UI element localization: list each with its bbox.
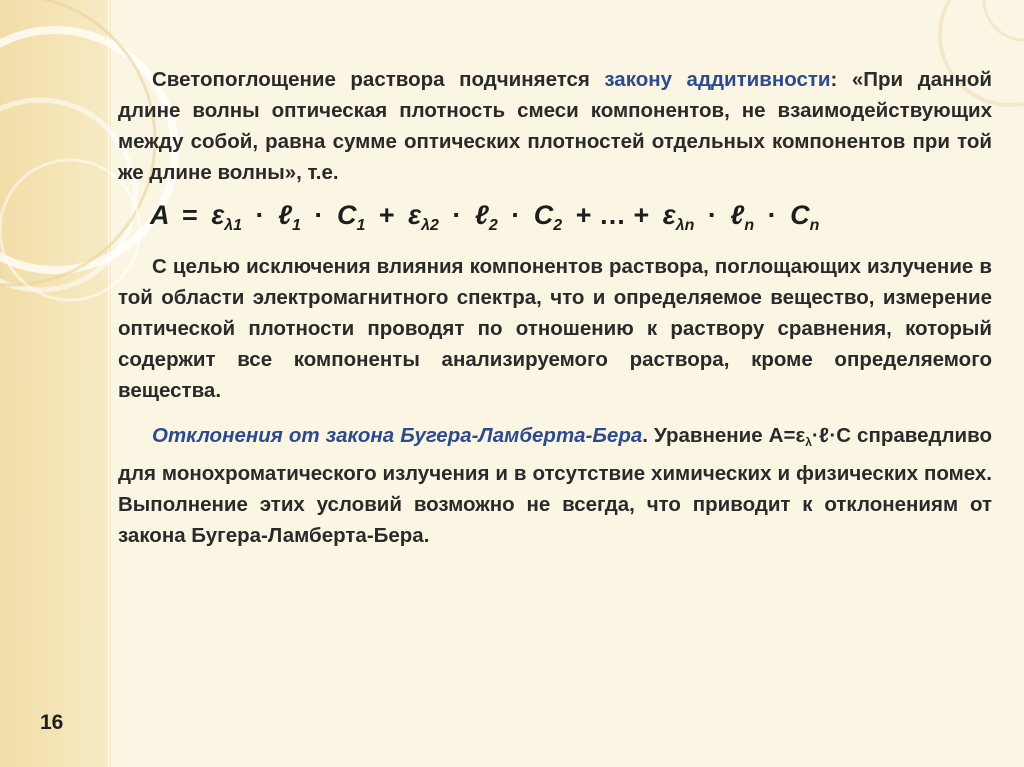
- formula-dot: ·: [707, 200, 717, 230]
- formula-sub-lambda1: λ1: [224, 217, 243, 234]
- formula-ell-2: ℓ: [474, 200, 489, 230]
- formula-sub-n: n: [809, 217, 820, 234]
- formula-A: A: [150, 200, 169, 230]
- formula-dot: ·: [767, 200, 777, 230]
- formula-sub-lambda2: λ2: [421, 217, 439, 234]
- formula-epsilon-1: ε: [211, 200, 225, 230]
- paragraph-deviations: [118, 420, 992, 551]
- formula-epsilon-2: ε: [408, 200, 422, 230]
- formula-dot: ·: [511, 200, 521, 230]
- formula-ell-n: ℓ: [730, 200, 745, 230]
- paragraph1-rest: : «При данной длине волны оптическая плотность смеси компонентов, не взаимодействующих между собой, равна сумме оптических плотностей отдельных компонентов при той же длине волны», т.е.: [118, 68, 992, 184]
- formula-equals: =: [182, 200, 198, 230]
- formula-ell-1: ℓ: [278, 200, 292, 230]
- formula-plus: +: [378, 200, 395, 230]
- formula-C-n: C: [790, 200, 810, 230]
- formula-C-1: C: [336, 200, 357, 230]
- formula-dot: ·: [314, 200, 324, 230]
- formula-sub-1: 1: [356, 217, 366, 234]
- formula-ellipsis: + … +: [575, 200, 650, 230]
- formula-sub-2: 2: [488, 217, 498, 234]
- inline-formula-rest: ·ℓ·С: [811, 424, 852, 447]
- paragraph-reference-solution: С целью исключения влияния компонентов раствора, поглощающих излучение в той области электромагнитного спектра, что и определяемое вещество, измерение оптической плотности проводят по отношению к раствору сравнения, который содержит все компоненты анализируемого раствора, кроме определяемого вещества.: [118, 255, 992, 402]
- deviations-heading-dot: .: [642, 424, 648, 447]
- decorative-sidebar: [0, 0, 110, 767]
- formula-epsilon-n: ε: [662, 200, 676, 230]
- paragraph1-lead: Светопоглощение раствора подчиняется: [152, 68, 605, 91]
- deviations-intro: Уравнение А=ε: [647, 424, 806, 447]
- additivity-law-term: закону аддитивности: [604, 68, 831, 91]
- additivity-formula: [150, 192, 992, 249]
- formula-sub-n: n: [744, 217, 755, 234]
- inline-sub-lambda: λ: [805, 435, 812, 449]
- formula-dot: ·: [255, 200, 265, 230]
- slide-content: [118, 64, 992, 551]
- formula-dot: ·: [452, 200, 462, 230]
- page-number: 16: [40, 711, 64, 734]
- deviations-body: справедливо для монохроматического излучения и в отсутствие химических и физических помех. Выполнение этих условий возможно не всегда, что приводит к отклонениям от закона Бугера-Ламберта-Бера.: [118, 424, 992, 547]
- paragraph-additivity-law: [118, 64, 992, 188]
- sidebar-divider: [108, 0, 111, 767]
- formula-C-2: C: [533, 200, 554, 230]
- formula-sub-2: 2: [553, 217, 563, 234]
- deviations-heading: Отклонения от закона Бугера-Ламберта-Бера: [152, 424, 643, 447]
- formula-sub-1: 1: [292, 217, 301, 234]
- formula-sub-lambdan: λn: [675, 217, 695, 234]
